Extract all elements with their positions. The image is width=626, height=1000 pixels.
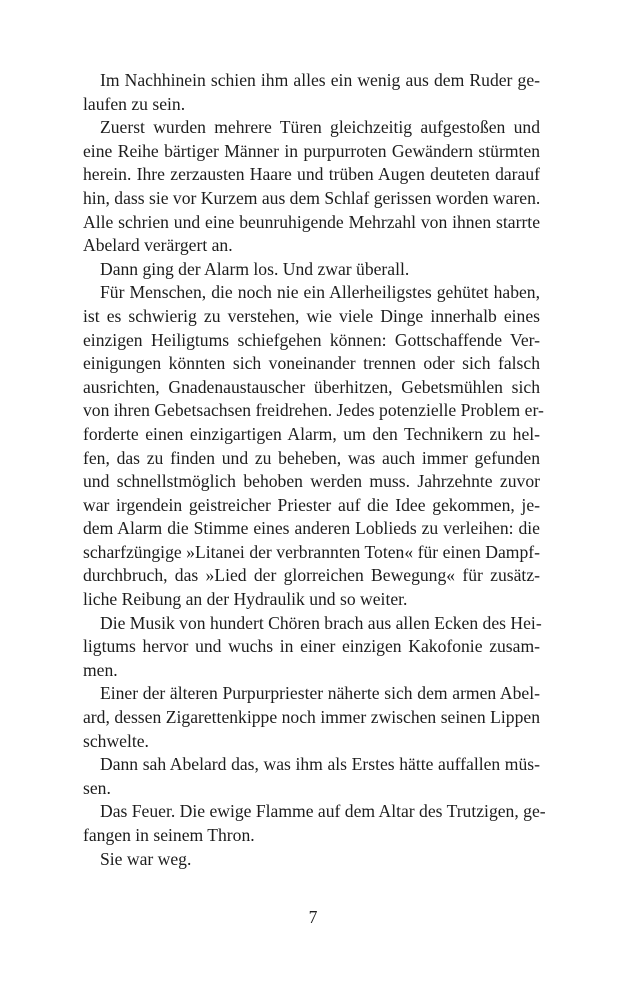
paragraph — [66, 69, 540, 116]
text-line: forderte einen einzigartigen Alarm, um den Technikern zu hel- — [83, 423, 540, 444]
text-line: Einer der älteren Purpurpriester näherte sich dem armen Abel- — [100, 683, 540, 704]
text-line: Im Nachhinein schien ihm alles ein wenig aus dem Ruder ge- — [100, 70, 540, 90]
text-line: scharfzüngige »Litanei der verbrannten Toten« für einen Dampf- — [83, 541, 540, 562]
text-line: men. — [83, 659, 118, 680]
text-line: liche Reibung an der Hydraulik und so weiter. — [83, 589, 408, 610]
paragraph — [66, 116, 540, 258]
book-page-body — [66, 69, 546, 871]
text-line: Abelard verärgert an. — [83, 235, 233, 256]
text-line: ausrichten, Gnadenaustauscher überhitzen, Gebetsmühlen sich — [83, 376, 540, 397]
text-line: und schnellstmöglich behoben werden muss. Jahrzehnte zuvor — [83, 471, 540, 492]
text-line: einigungen könnten sich voneinander trennen oder sich falsch — [83, 353, 540, 374]
text-line: hin, dass sie vor Kurzem aus dem Schlaf gerissen worden waren. — [83, 187, 541, 208]
text-line: ist es schwierig zu verstehen, wie viele Dinge innerhalb eines — [83, 305, 540, 326]
text-line: war irgendein geistreicher Priester auf die Idee gekommen, je- — [83, 494, 540, 515]
text-line: Sie war weg. — [100, 848, 192, 869]
text-line: von ihren Gebetsachsen freidrehen. Jedes potenzielle Problem er- — [83, 400, 544, 421]
text-line: Für Menschen, die noch nie ein Allerheiligstes gehütet haben, — [100, 282, 540, 303]
text-line: Zuerst wurden mehrere Türen gleichzeitig aufgestoßen und — [100, 117, 540, 138]
text-line: einzigen Heiligtums schiefgehen können: Gottschaffende Ver- — [83, 329, 540, 350]
paragraph — [66, 753, 540, 800]
text-line: eine Reihe bärtiger Männer in purpurroten Gewändern stürmten — [83, 140, 540, 161]
text-line: durchbruch, das »Lied der glorreichen Bewegung« für zusätz- — [83, 565, 540, 586]
text-line: Die Musik von hundert Chören brach aus allen Ecken des Hei- — [100, 612, 542, 633]
text-line: dem Alarm die Stimme eines anderen Loblieds zu verleihen: die — [83, 518, 540, 539]
paragraph — [66, 800, 546, 847]
text-line: herein. Ihre zerzausten Haare und trüben Augen deuteten darauf — [83, 164, 540, 185]
text-line: sen. — [83, 777, 111, 798]
text-line: ligtums hervor und wuchs in einer einzigen Kakofonie zusam- — [83, 636, 540, 657]
text-line: Das Feuer. Die ewige Flamme auf dem Altar des Trutzigen, ge- — [100, 801, 546, 822]
paragraph — [66, 258, 540, 282]
paragraph — [66, 848, 540, 872]
text-line: laufen zu sein. — [83, 93, 186, 114]
text-line: Alle schrien und eine beunruhigende Mehrzahl von ihnen starrte — [83, 211, 540, 232]
text-line: ard, dessen Zigarettenkippe noch immer zwischen seinen Lippen — [83, 707, 540, 728]
paragraph — [66, 682, 540, 753]
text-line: Dann ging der Alarm los. Und zwar überall. — [100, 258, 410, 279]
text-line: Dann sah Abelard das, was ihm als Erstes hätte auffallen müs- — [100, 754, 540, 775]
paragraph — [66, 281, 544, 611]
text-line: schwelte. — [83, 730, 149, 751]
paragraph — [66, 612, 540, 683]
text-line: fangen in seinem Thron. — [83, 825, 255, 845]
text-line: fen, das zu finden und zu beheben, was auch immer gefunden — [83, 447, 540, 468]
page-number: 7 — [308, 907, 318, 927]
